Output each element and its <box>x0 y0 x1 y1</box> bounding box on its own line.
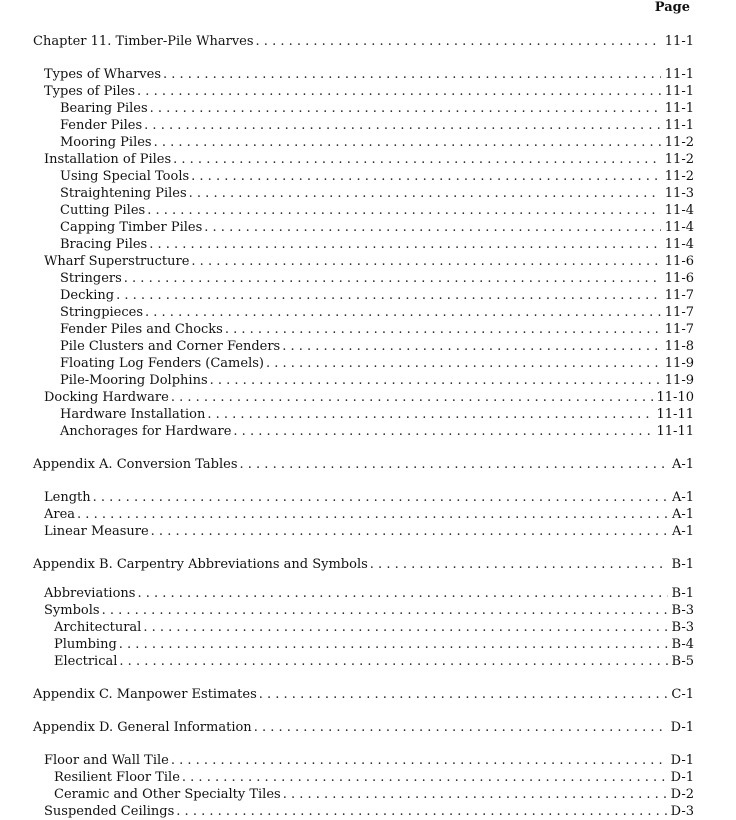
dot-leader <box>233 423 652 440</box>
toc-entry-label: Straightening Piles <box>60 186 187 201</box>
toc-entry-label: Stringers <box>60 271 122 286</box>
toc-entry-label: Cutting Piles <box>60 203 146 218</box>
table-of-contents <box>0 33 736 820</box>
toc-entry-label: Appendix B. Carpentry Abbreviations and Symbols <box>33 557 368 572</box>
toc-chapter-11[interactable] <box>0 33 694 50</box>
dot-leader <box>259 686 668 703</box>
toc-entry-label: Chapter 11. Timber-Pile Wharves <box>33 34 254 49</box>
toc-appendix-b[interactable] <box>0 556 694 573</box>
toc-entry-label: Suspended Ceilings <box>44 804 175 819</box>
toc-entry-label: Linear Measure <box>44 524 149 539</box>
dot-leader <box>147 202 661 219</box>
toc-entry[interactable] <box>0 321 694 338</box>
toc-entry-label: Fender Piles and Chocks <box>60 322 223 337</box>
dot-leader <box>102 602 668 619</box>
toc-entry-page: 11-10 <box>656 390 694 405</box>
toc-entry-label: Floating Log Fenders (Camels) <box>60 356 264 371</box>
toc-entry[interactable] <box>0 202 694 219</box>
dot-leader <box>150 100 661 117</box>
toc-entry-label: Types of Piles <box>44 84 136 99</box>
toc-entry-label: Decking <box>60 288 115 303</box>
toc-entry[interactable] <box>0 653 694 670</box>
dot-leader <box>191 168 661 185</box>
dot-leader <box>119 636 668 653</box>
dot-leader <box>256 33 661 50</box>
toc-entry[interactable] <box>0 338 694 355</box>
toc-entry-page: D-1 <box>670 720 694 735</box>
toc-entry-page: 11-7 <box>664 288 694 303</box>
toc-entry-label: Capping Timber Piles <box>60 220 203 235</box>
toc-entry-page: 11-6 <box>664 271 694 286</box>
toc-entry-label: Abbreviations <box>44 586 136 601</box>
toc-entry-label: Bearing Piles <box>60 101 148 116</box>
toc-entry-label: Installation of Piles <box>44 152 172 167</box>
toc-entry-page: B-5 <box>671 654 694 669</box>
toc-entry-page: 11-7 <box>664 322 694 337</box>
toc-entry[interactable] <box>0 253 694 270</box>
toc-entry[interactable] <box>0 134 694 151</box>
toc-entry[interactable] <box>0 304 694 321</box>
dot-leader <box>176 803 666 820</box>
toc-entry[interactable] <box>0 151 694 168</box>
toc-entry[interactable] <box>0 185 694 202</box>
toc-entry-label: Pile-Mooring Dolphins <box>60 373 208 388</box>
dot-leader <box>77 506 668 523</box>
toc-entry-page: 11-1 <box>664 34 694 49</box>
toc-entry-page: 11-9 <box>664 356 694 371</box>
toc-entry-page: 11-2 <box>664 152 694 167</box>
dot-leader <box>191 253 660 270</box>
toc-entry-page: C-1 <box>671 687 694 702</box>
toc-entry-page: 11-1 <box>664 84 694 99</box>
toc-entry-page: 11-4 <box>664 203 694 218</box>
toc-entry-page: B-1 <box>671 586 694 601</box>
toc-entry[interactable] <box>0 236 694 253</box>
dot-leader <box>145 304 661 321</box>
toc-entry[interactable] <box>0 355 694 372</box>
dot-leader <box>144 117 661 134</box>
toc-entry-label: Fender Piles <box>60 118 143 133</box>
toc-entry-page: D-2 <box>670 787 694 802</box>
page-column-header: Page <box>654 0 690 15</box>
toc-entry[interactable] <box>0 117 694 134</box>
toc-entry-page: 11-4 <box>664 237 694 252</box>
toc-appendix-a[interactable] <box>0 456 694 473</box>
toc-entry-label: Appendix A. Conversion Tables <box>33 457 238 472</box>
toc-entry-page: 11-2 <box>664 169 694 184</box>
toc-entry-page: 11-11 <box>656 407 694 422</box>
dot-leader <box>207 406 652 423</box>
dot-leader <box>93 489 668 506</box>
toc-entry[interactable] <box>0 423 694 440</box>
toc-entry-label: Hardware Installation <box>60 407 206 422</box>
dot-leader <box>210 372 661 389</box>
toc-entry-page: D-3 <box>670 804 694 819</box>
toc-entry[interactable] <box>0 602 694 619</box>
dot-leader <box>163 66 661 83</box>
dot-leader <box>254 719 667 736</box>
toc-entry-label: Resilient Floor Tile <box>54 770 180 785</box>
toc-entry-page: 11-2 <box>664 135 694 150</box>
toc-entry[interactable] <box>0 619 694 636</box>
toc-entry[interactable] <box>0 636 694 653</box>
dot-leader <box>173 151 661 168</box>
toc-entry[interactable] <box>0 389 694 406</box>
toc-entry-label: Appendix D. General Information <box>33 720 252 735</box>
toc-entry[interactable] <box>0 287 694 304</box>
toc-entry-label: Pile Clusters and Corner Fenders <box>60 339 281 354</box>
toc-entry-page: 11-3 <box>664 186 694 201</box>
dot-leader <box>370 556 668 573</box>
toc-entry-page: B-1 <box>671 557 694 572</box>
toc-entry-page: 11-9 <box>664 373 694 388</box>
toc-entry-page: 11-7 <box>664 305 694 320</box>
dot-leader <box>143 619 667 636</box>
dot-leader <box>204 219 661 236</box>
dot-leader <box>116 287 661 304</box>
toc-entry-label: Anchorages for Hardware <box>60 424 232 439</box>
dot-leader <box>283 786 667 803</box>
toc-entry-page: 11-8 <box>664 339 694 354</box>
dot-leader <box>266 355 661 372</box>
toc-entry-label: Docking Hardware <box>44 390 169 405</box>
toc-entry-page: 11-11 <box>656 424 694 439</box>
toc-entry[interactable] <box>0 168 694 185</box>
toc-entry[interactable] <box>0 803 694 820</box>
dot-leader <box>171 752 667 769</box>
toc-entry[interactable] <box>0 585 694 602</box>
toc-entry-page: A-1 <box>671 490 694 505</box>
toc-entry-label: Floor and Wall Tile <box>44 753 169 768</box>
toc-entry[interactable] <box>0 100 694 117</box>
toc-entry-label: Ceramic and Other Specialty Tiles <box>54 787 281 802</box>
toc-entry[interactable] <box>0 372 694 389</box>
toc-entry-label: Using Special Tools <box>60 169 190 184</box>
toc-entry-page: 11-4 <box>664 220 694 235</box>
dot-leader <box>182 769 667 786</box>
dot-leader <box>149 236 661 253</box>
toc-entry-page: 11-6 <box>664 254 694 269</box>
toc-appendix-d[interactable] <box>0 719 694 736</box>
dot-leader <box>189 185 661 202</box>
toc-entry-page: D-1 <box>670 753 694 768</box>
toc-entry[interactable] <box>0 506 694 523</box>
toc-entry-page: B-3 <box>671 603 694 618</box>
dot-leader <box>171 389 653 406</box>
toc-entry-label: Area <box>44 507 76 522</box>
dot-leader <box>240 456 668 473</box>
toc-entry-label: Mooring Piles <box>60 135 152 150</box>
toc-entry[interactable] <box>0 66 694 83</box>
toc-entry-label: Types of Wharves <box>44 67 162 82</box>
toc-entry-page: A-1 <box>671 507 694 522</box>
toc-entry-page: 11-1 <box>664 118 694 133</box>
toc-entry[interactable] <box>0 83 694 100</box>
toc-entry-label: Bracing Piles <box>60 237 148 252</box>
toc-entry-label: Stringpieces <box>60 305 144 320</box>
toc-entry-label: Length <box>44 490 91 505</box>
toc-entry[interactable] <box>0 523 694 540</box>
toc-entry-label: Appendix C. Manpower Estimates <box>33 687 257 702</box>
toc-entry-page: D-1 <box>670 770 694 785</box>
toc-entry[interactable] <box>0 270 694 287</box>
toc-entry[interactable] <box>0 769 694 786</box>
dot-leader <box>282 338 661 355</box>
dot-leader <box>124 270 661 287</box>
toc-entry[interactable] <box>0 752 694 769</box>
toc-entry-label: Symbols <box>44 603 100 618</box>
toc-entry-page: A-1 <box>671 457 694 472</box>
toc-entry-page: A-1 <box>671 524 694 539</box>
toc-entry-page: 11-1 <box>664 67 694 82</box>
dot-leader <box>119 653 667 670</box>
dot-leader <box>137 585 667 602</box>
toc-entry-label: Electrical <box>54 654 118 669</box>
toc-entry[interactable] <box>0 219 694 236</box>
toc-entry[interactable] <box>0 786 694 803</box>
dot-leader <box>154 134 661 151</box>
toc-entry-label: Wharf Superstructure <box>44 254 190 269</box>
dot-leader <box>137 83 661 100</box>
toc-entry-page: 11-1 <box>664 101 694 116</box>
toc-entry-page: B-3 <box>671 620 694 635</box>
toc-entry[interactable] <box>0 406 694 423</box>
toc-entry[interactable] <box>0 489 694 506</box>
toc-appendix-c[interactable] <box>0 686 694 703</box>
dot-leader <box>225 321 661 338</box>
toc-entry-label: Architectural <box>54 620 142 635</box>
toc-entry-label: Plumbing <box>54 637 117 652</box>
toc-entry-page: B-4 <box>671 637 694 652</box>
dot-leader <box>151 523 668 540</box>
